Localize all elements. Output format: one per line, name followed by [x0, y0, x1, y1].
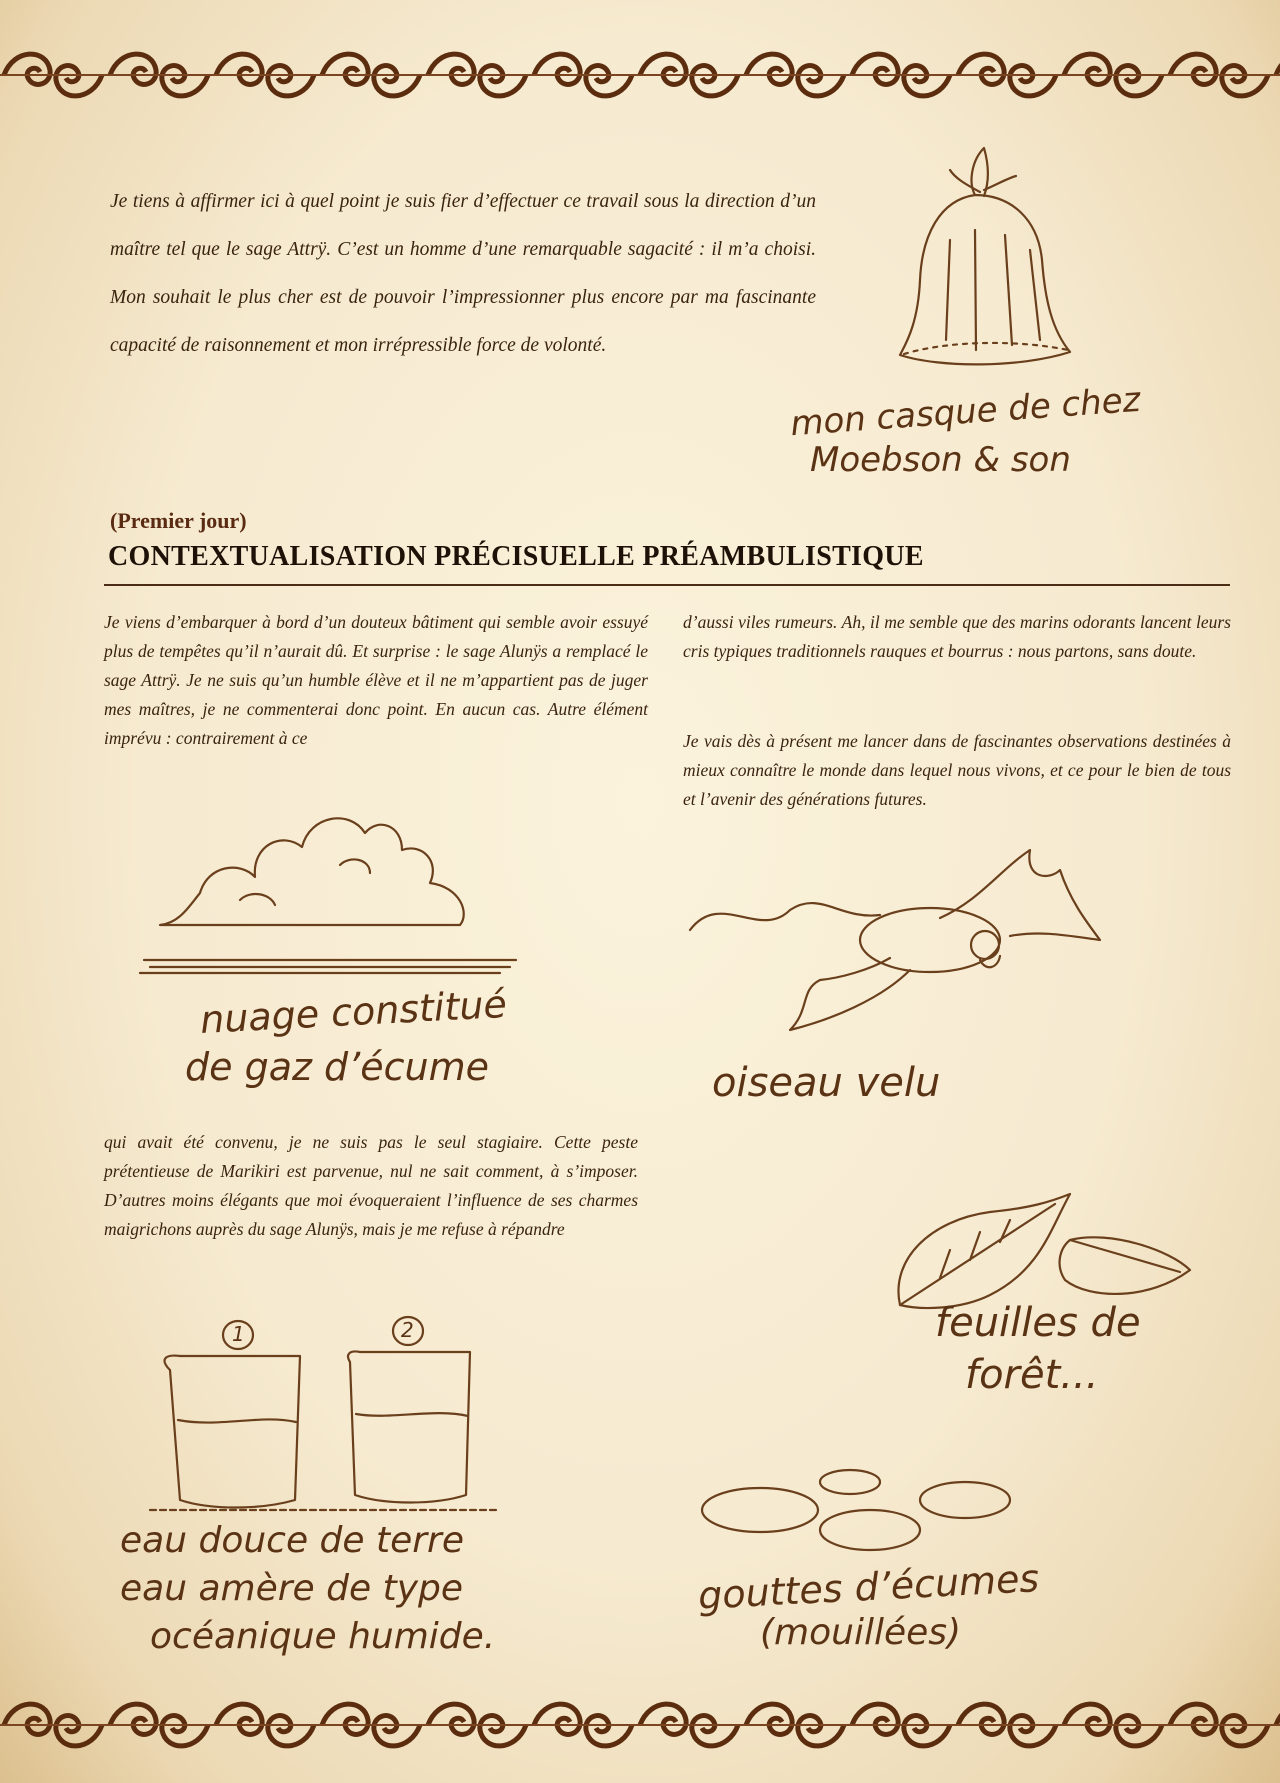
cloud-caption-line2: de gaz d’écume [185, 1045, 489, 1089]
helmet-caption-line2: Moebson & son [810, 440, 1071, 480]
left-column-bottom-text: qui avait été convenu, je ne suis pas le seul stagiaire. Cette peste prétentieuse de Marikiri est parvenue, nul ne sait comment, à s’imposer. D’autres moins élégants que moi évoqueraient l’influence de ses charmes maigrichons auprès du sage Alunÿs, mais je me refuse à répandre [104, 1132, 638, 1239]
bottom-ornamental-border [0, 1690, 1280, 1760]
beakers-sketch [150, 1310, 510, 1520]
drops-caption-line1: gouttes d’écumes [697, 1556, 1041, 1618]
title-rule [104, 584, 1230, 586]
beaker-2-number: 2 [401, 1318, 414, 1342]
leaves-caption-line2: forêt... [965, 1352, 1099, 1398]
left-column-top-text: Je viens d’embarquer à bord d’un douteux bâtiment qui semble avoir essuyé plus de tempêtes qu’il n’aurait dû. Et surprise : le sage Alunÿs a remplacé le sage Attrÿ. Je ne suis qu’un humble élève et il ne m’appartient pas de juger mes maîtres, je ne commenterai donc point. En aucun cas. Autre élément imprévu : contrairement à ce [104, 612, 648, 748]
top-ornamental-border [0, 40, 1280, 110]
leaves-caption-line1: feuilles de [935, 1300, 1141, 1346]
helmet-caption-line1: mon casque de chez [789, 379, 1142, 445]
bird-sketch [680, 840, 1110, 1050]
beaker-caption-line2: eau amère de type [120, 1568, 464, 1609]
right-column-text-1: d’aussi viles rumeurs. Ah, il me semble que des marins odorants lancent leurs cris typiques traditionnels rauques et bourrus : nous partons, sans doute. [683, 612, 1231, 661]
drops-caption-line2: (mouillées) [760, 1612, 962, 1653]
intro-paragraph: Je tiens à affirmer ici à quel point je suis fier d’effectuer ce travail sous la direction d’un maître tel que le sage Attrÿ. C’est un homme d’une remarquable sagacité : il m’a choisi. Mon souhait le plus cher est de pouvoir l’impressionner plus encore par ma fascinante capacité de raisonnement et mon irrépressible force de volonté. [110, 191, 816, 356]
cloud-caption-line1: nuage constitué [199, 981, 508, 1043]
drops-sketch [700, 1460, 1020, 1560]
helmet-sketch [880, 140, 1080, 380]
day-label: (Premier jour) [110, 508, 247, 533]
beaker-caption-line1: eau douce de terre [120, 1520, 465, 1561]
section-title: CONTEXTUALISATION PRÉCISUELLE PRÉAMBULISTIQUE [108, 541, 924, 572]
cloud-sketch [140, 795, 520, 985]
beaker-caption-line3: océanique humide. [150, 1616, 496, 1657]
beaker-1-number: 1 [232, 1322, 245, 1346]
right-column-text-2: Je vais dès à présent me lancer dans de fascinantes observations destinées à mieux connaître le monde dans lequel nous vivons, et ce pour le bien de tous et l’avenir des générations futures. [683, 731, 1231, 809]
bird-caption: oiseau velu [712, 1060, 941, 1106]
